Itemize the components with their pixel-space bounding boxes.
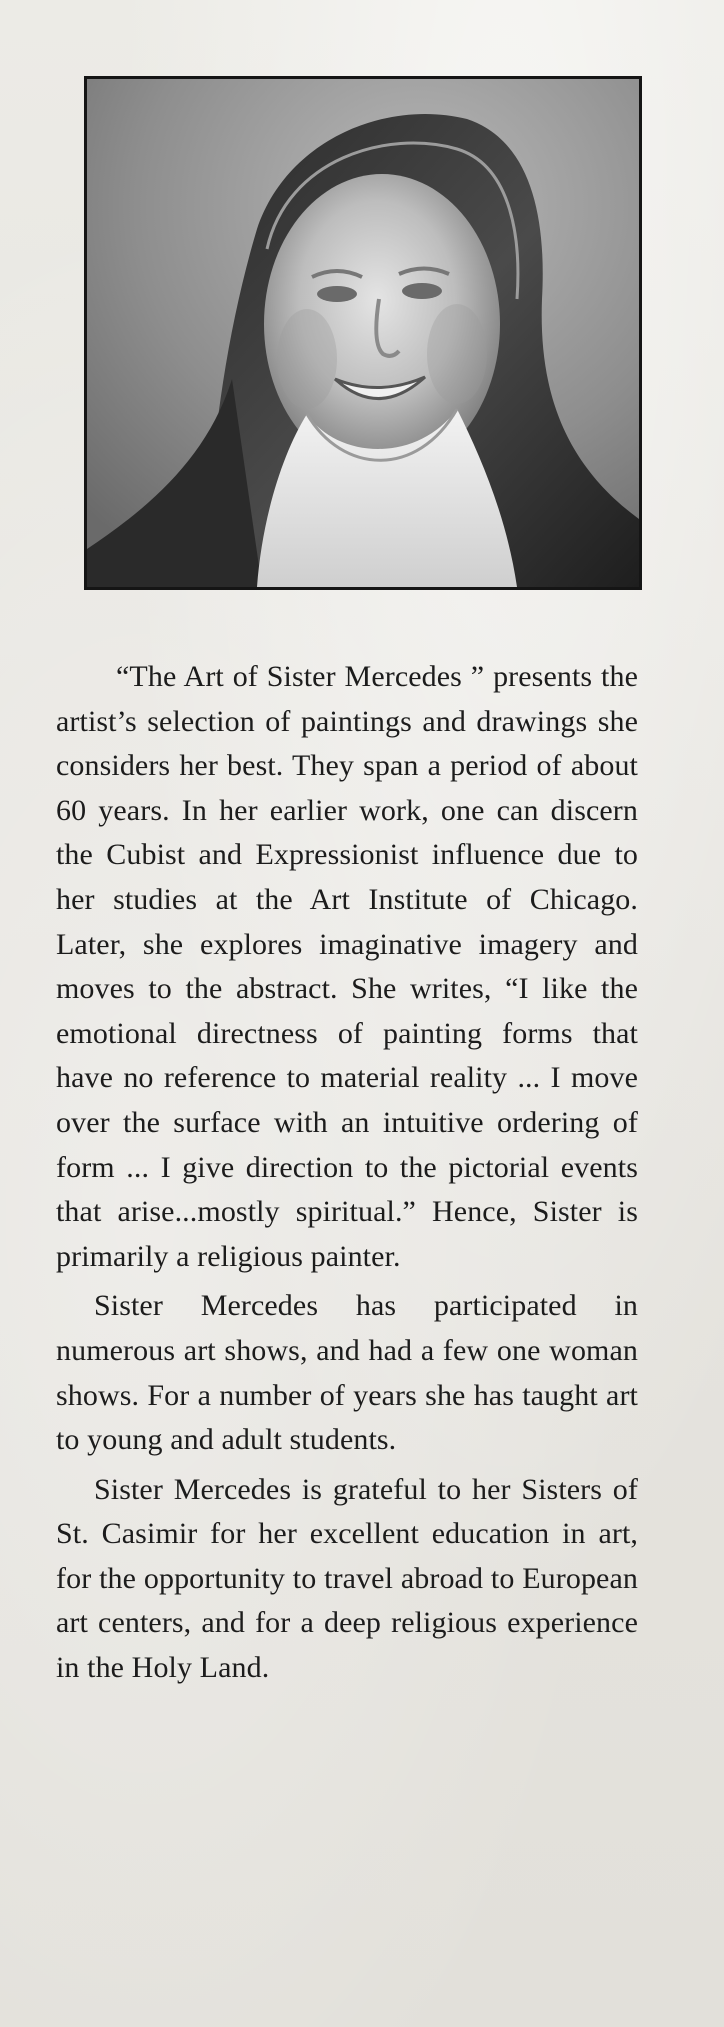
biography-text <box>56 655 638 1691</box>
paragraph-1: “The Art of Sister Mercedes ” presents the artist’s selection of paintings and drawings she considers her best. They span a period of about 60 years. In her earlier work, one can discern the Cubist and Expressionist influence due to her studies at the Art Institute of Chicago. Later, she explores imaginative imagery and moves to the abstract. She writes, “I like the emotional directness of painting forms that have no reference to material reality ... I move over the surface with an intuitive ordering of form ... I give direction to the pictorial events that arise...mostly spiritual.” Hence, Sister is primarily a religious painter. <box>56 660 638 1273</box>
paragraph-2: Sister Mercedes has participated in numerous art shows, and had a few one woman shows. For a number of years she has taught art to young and adult students. <box>56 1289 638 1457</box>
portrait-photo <box>84 76 642 590</box>
paragraph-3: Sister Mercedes is grateful to her Sisters of St. Casimir for her excellent education in art, for the opportunity to travel abroad to European art centers, and for a deep religious experience in the Holy Land. <box>56 1472 638 1685</box>
